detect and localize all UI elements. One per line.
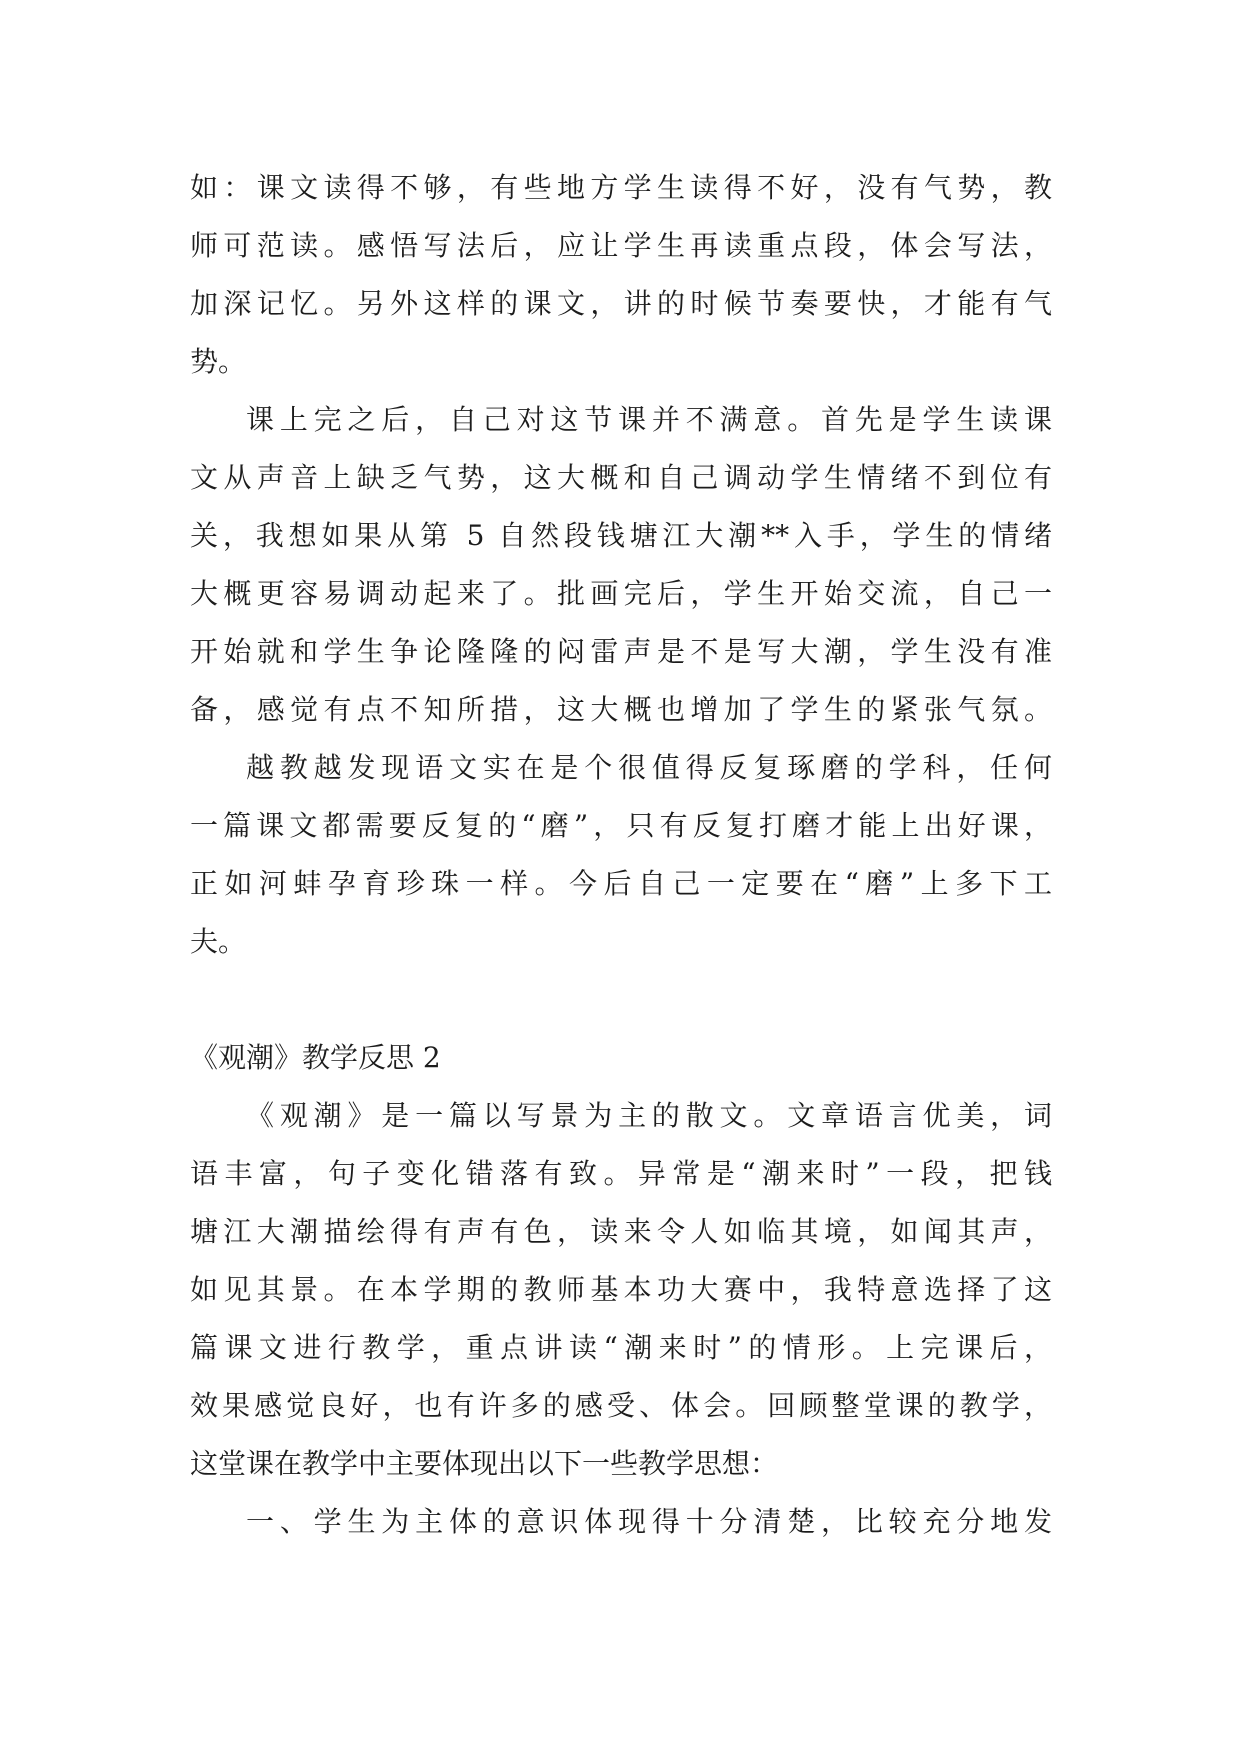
paragraph [190, 391, 1052, 739]
text-line: 加深记忆。另外这样的课文，讲的时候节奏要快，才能有气 [190, 287, 1052, 320]
document-body [190, 159, 1052, 1551]
text-line: 正如河蚌孕育珍珠一样。今后自己一定要在“磨”上多下工 [190, 867, 1052, 900]
paragraph [190, 1087, 1052, 1493]
section-2 [190, 1029, 1052, 1551]
text-line: 语丰富，句子变化错落有致。异常是“潮来时”一段，把钱 [190, 1157, 1052, 1190]
text-line: 效果感觉良好，也有许多的感受、体会。回顾整堂课的教学， [190, 1389, 1052, 1422]
text-line: 备，感觉有点不知所措，这大概也增加了学生的紧张气氛。 [190, 693, 1052, 726]
text-line: 关，我想如果从第 5 自然段钱塘江大潮**入手，学生的情绪 [190, 519, 1052, 552]
section-1 [190, 159, 1052, 971]
text-line: 如：课文读得不够，有些地方学生读得不好，没有气势，教 [190, 171, 1052, 204]
text-line: 势。 [190, 345, 247, 378]
paragraph [190, 739, 1052, 971]
text-line: 这堂课在教学中主要体现出以下一些教学思想： [190, 1447, 779, 1480]
text-line: 文从声音上缺乏气势，这大概和自己调动学生情绪不到位有 [190, 461, 1052, 494]
text-line: 开始就和学生争论隆隆的闷雷声是不是写大潮，学生没有准 [190, 635, 1052, 668]
text-line: 如见其景。在本学期的教师基本功大赛中，我特意选择了这 [190, 1273, 1052, 1306]
paragraph [190, 1493, 1052, 1551]
text-line: 《观潮》是一篇以写景为主的散文。文章语言优美，词 [246, 1099, 1052, 1132]
text-line: 越教越发现语文实在是个很值得反复琢磨的学科，任何 [246, 751, 1052, 784]
blank-line [190, 971, 1052, 1029]
text-line: 课上完之后，自己对这节课并不满意。首先是学生读课 [246, 403, 1052, 436]
text-line: 夫。 [190, 925, 247, 958]
paragraph [190, 159, 1052, 391]
section-title: 《观潮》教学反思 2 [190, 1041, 441, 1074]
text-line: 大概更容易调动起来了。批画完后，学生开始交流，自己一 [190, 577, 1052, 610]
text-line: 一、学生为主体的意识体现得十分清楚，比较充分地发 [246, 1505, 1052, 1538]
text-line: 塘江大潮描绘得有声有色，读来令人如临其境，如闻其声， [190, 1215, 1052, 1248]
text-line: 篇课文进行教学，重点讲读“潮来时”的情形。上完课后， [190, 1331, 1052, 1364]
text-line: 师可范读。感悟写法后，应让学生再读重点段，体会写法， [190, 229, 1052, 262]
text-line: 一篇课文都需要反复的“磨”，只有反复打磨才能上出好课， [190, 809, 1052, 842]
